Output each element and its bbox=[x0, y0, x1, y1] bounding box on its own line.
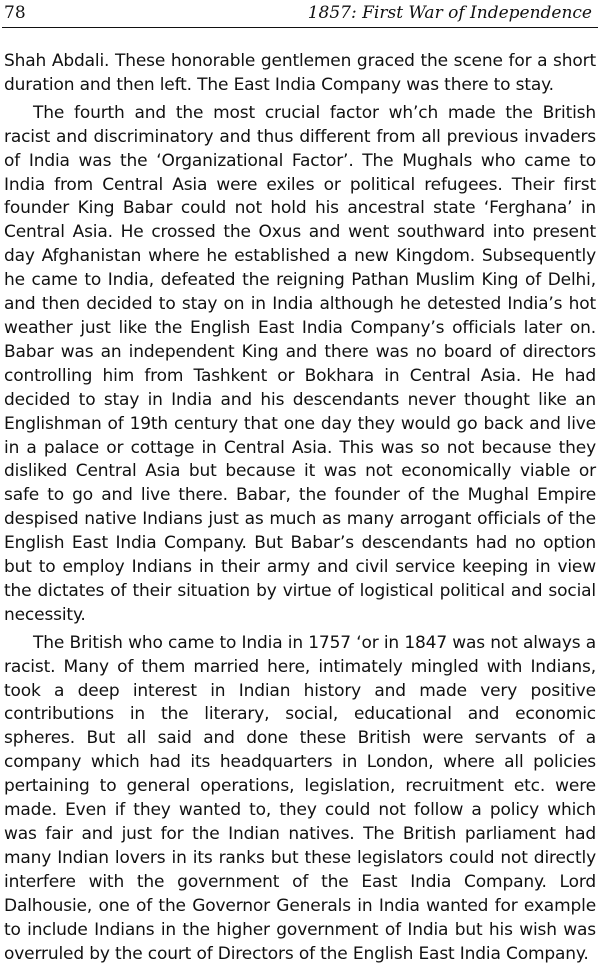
paragraph-british-company: The British who came to India in 1757 ‘or in 1847 was not always a racist. Many of them married here, intimately mingled with Indians, took a deep interest in Indian history and made very positive contributions in the literary, social, educational and economic spheres. But all said and done these British were servants of a company which had its headquarters in London, where all policies pertaining to general operations, legislation, recruitment etc. were made. Even if they wanted to, they could not follow a policy which was fair and just for the Indian natives. The British parliament had many Indian lovers in its ranks but these legislators could not directly interfere with the government of the East India Company. Lord Dalhousie, one of the Governor Generals in India wanted for example to include Indians in the higher government of India but his wish was overruled by the court of Directors of the English East India Company. bbox=[4, 632, 596, 964]
paragraph-organizational-factor: The fourth and the most crucial factor wh’ch made the British racist and discriminatory and thus different from all previous invaders of India was the ‘Organizational Factor’. The Mughals who came to India from Central Asia were exiles or political refugees. Their first founder King Babar could not hold his ancestral state ‘Ferghana’ in Central Asia. He crossed the Oxus and went southward into present day Afghanistan where he established a new Kingdom. Subsequently he came to India, defeated the reigning Pathan Muslim King of Delhi, and then decided to stay on in India although he detested India’s hot weather just like the English East India Company’s officials later on. Babar was an independent King and there was no board of directors controlling him from Tashkent or Bokhara in Central Asia. He had decided to stay in India and his descendants never thought like an Englishman of 19th century that one day they would go back and live in a palace or cottage in Central Asia. This was so not because they disliked Central Asia but because it was not economically viable or safe to go and live there. Babar, the founder of the Mughal Empire despised native Indians just as much as many arrogant officials of the English East India Company. But Babar’s descendants had no option but to employ Indians in their army and civil service keeping in view the dictates of their situation by virtue of logistical political and social necessity. bbox=[4, 102, 596, 625]
paragraph-continuation: Shah Abdali. These honorable gentlemen graced the scene for a short duration and then left. The East India Company was there to stay. bbox=[4, 51, 596, 95]
running-title: 1857: First War of Independence bbox=[307, 3, 592, 23]
page-number: 78 bbox=[4, 3, 26, 23]
body-text bbox=[4, 50, 596, 970]
header-rule bbox=[2, 27, 598, 28]
page-header bbox=[0, 0, 600, 30]
